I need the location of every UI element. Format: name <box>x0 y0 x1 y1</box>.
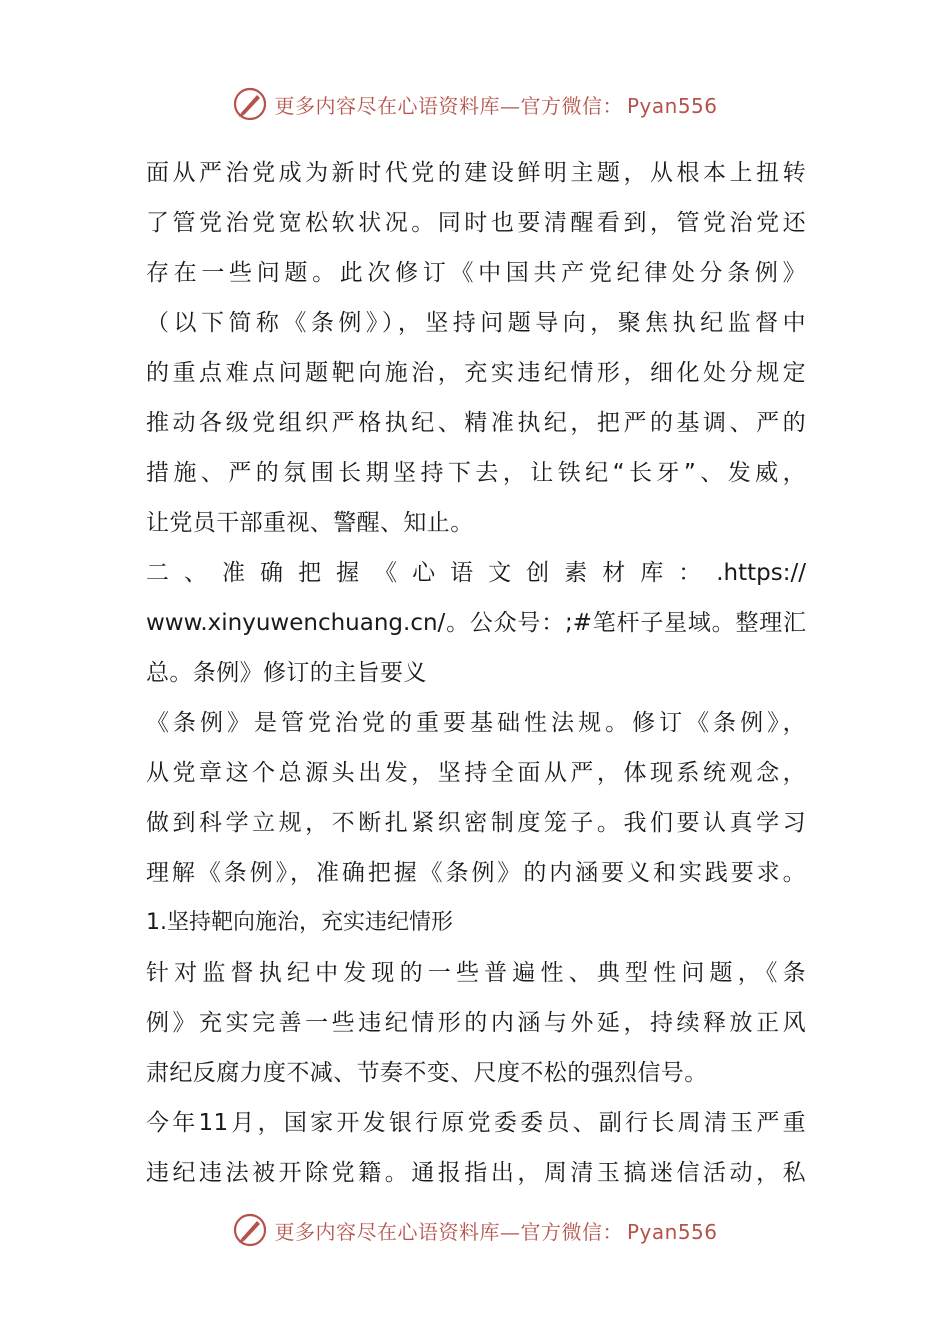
pen-logo-icon <box>232 86 268 122</box>
text-line: （以下简称《条例》），坚持问题导向，聚焦执纪监督中 <box>146 310 806 336</box>
text-line: 让党员干部重视、警醒、知止。 <box>146 510 474 536</box>
banner-wechat-id: Pyan556 <box>626 1219 718 1244</box>
text-line: 针对监督执纪中发现的一些普遍性、典型性问题，《条 <box>146 960 806 986</box>
text-line: 了管党治党宽松软状况。同时也要清醒看到，管党治党还 <box>146 210 806 236</box>
footer-banner <box>0 1208 950 1252</box>
text-line: 肃纪反腐力度不减、节奏不变、尺度不松的强烈信号。 <box>146 1060 708 1086</box>
section-heading-line: 总。条例》修订的主旨要义 <box>146 660 427 686</box>
text-line: 《条例》是管党治党的重要基础性法规。修订《条例》， <box>146 710 806 736</box>
text-line: 例》充实完善一些违纪情形的内涵与外延，持续释放正风 <box>146 1010 806 1036</box>
banner-wechat-id: Pyan556 <box>626 93 718 118</box>
text-line: 推动各级党组织严格执纪、精准执纪，把严的基调、严的 <box>146 410 806 436</box>
text-line: 从党章这个总源头出发，坚持全面从严，体现系统观念， <box>146 760 806 786</box>
section-heading-line: 二 、 准 确 把 握 《 心 语 文 创 素 材 库 ： .https:// <box>146 560 806 586</box>
text-line: 做到科学立规，不断扎紧织密制度笼子。我们要认真学习 <box>146 810 806 836</box>
header-banner <box>0 82 950 126</box>
text-line: 违纪违法被开除党籍。通报指出，周清玉搞迷信活动，私 <box>146 1160 806 1186</box>
text-line: 措施、严的氛围长期坚持下去，让铁纪“长牙”、发威， <box>146 460 806 486</box>
document-body <box>146 148 806 1198</box>
text-line: 理解《条例》，准确把握《条例》的内涵要义和实践要求。 <box>146 860 806 886</box>
section-heading-line: www.xinyuwenchuang.cn/。公众号：;#笔杆子星域。整理汇 <box>146 610 806 636</box>
banner-text: 更多内容尽在心语资料库—官方微信： Pyan556 <box>274 1219 718 1244</box>
text-line: 存在一些问题。此次修订《中国共产党纪律处分条例》 <box>146 260 806 286</box>
text-line: 今年11月，国家开发银行原党委委员、副行长周清玉严重 <box>146 1110 806 1136</box>
text-line: 面从严治党成为新时代党的建设鲜明主题，从根本上扭转 <box>146 160 806 186</box>
text-line: 的重点难点问题靶向施治，充实违纪情形，细化处分规定 <box>146 360 806 386</box>
subheading: 1.坚持靶向施治，充实违纪情形 <box>146 910 453 935</box>
pen-logo-icon <box>232 1212 268 1248</box>
banner-text: 更多内容尽在心语资料库—官方微信： Pyan556 <box>274 93 718 118</box>
